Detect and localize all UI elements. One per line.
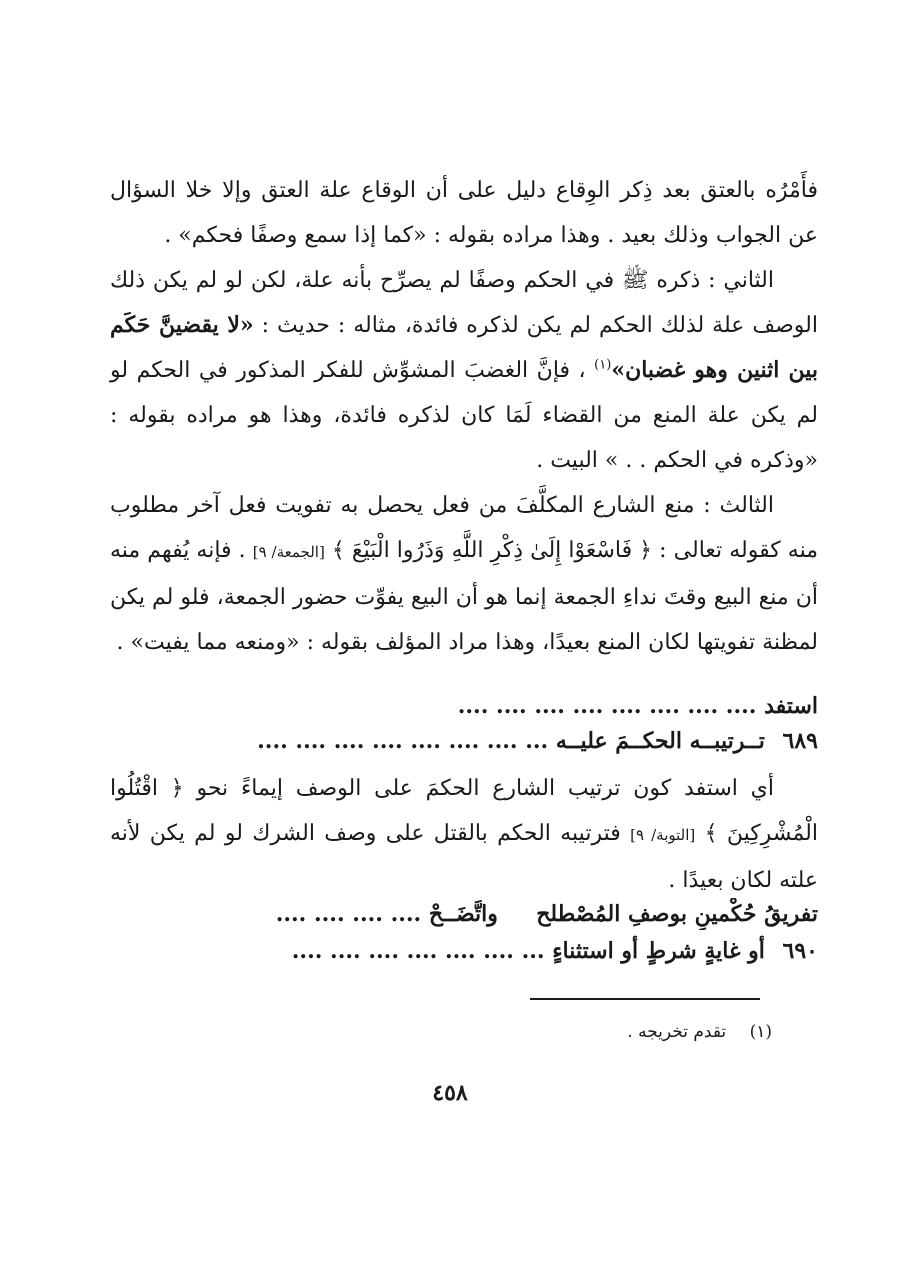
commentary-text-block bbox=[110, 766, 818, 903]
paragraph-3-rest: . فإنه يُفهم منه أن منع البيع وقتَ نداءِ الجمعة إنما هو أن البيع يفوِّت حضور الجمعة، فلو لم يكن لمظنة تفويتها لكان المنع بعيدًا، وهذا مراد المؤلف بقوله : «ومنعه مما يفيت» . bbox=[110, 538, 818, 655]
footnote bbox=[110, 1018, 772, 1046]
hadith-quote: «لا يقضينَّ حَكَم بين اثنين وهو غضبان» bbox=[110, 312, 819, 383]
paragraph-4-rest: فترتيبه الحكم بالقتل على وصف الشرك لو لم يكن لأنه علته لكان بعيدًا . bbox=[110, 821, 818, 893]
paragraph-4 bbox=[110, 766, 818, 903]
verse-1-dots: .... .... .... .... .... .... .... .... bbox=[457, 693, 757, 719]
footnote-marker[interactable]: (١) bbox=[594, 357, 612, 373]
verse-3-text-right: تفريقُ حُكْمينِ بوصفِ المُصْطلح bbox=[536, 901, 818, 927]
verse-number-689: ٦٨٩ bbox=[782, 728, 818, 754]
verse-4-dots: .... .... .... .... .... .... bbox=[291, 938, 514, 964]
verse-3-text-left: واتَّضَــحْ bbox=[428, 901, 498, 927]
paragraph-2-rest: ، فإنَّ الغضبَ المشوِّش للفكر المذكور في الحكم لو لم يكن علة المنع من القضاء لَمَا كان لذكره فائدة، وهذا هو مراده بقوله : «وذكره في الحكم . . » البيت . bbox=[110, 358, 818, 473]
verse-3-dots: .... .... .... .... bbox=[275, 901, 422, 927]
paragraph-1 bbox=[110, 168, 818, 258]
quran-reference-1: [الجمعة/ ٩] bbox=[252, 543, 325, 561]
paragraph-1-text: فأَمْرُه بالعتق بعد ذِكر الوِقاع دليل على أن الوقاع علة العتق وإلا خلا السؤال عن الجواب وذلك بعيد . وهذا مراده بقوله : «كما إذا سمع وصفًا فحكم» . bbox=[110, 178, 818, 248]
footnote-text: تقدم تخريجه . bbox=[627, 1022, 727, 1042]
paragraph-2 bbox=[110, 258, 818, 483]
quran-verse-1: ﴿ فَاسْعَوْا إِلَىٰ ذِكْرِ اللَّهِ وَذَرُوا الْبَيْعَ ﴾ bbox=[331, 538, 653, 563]
poem-verse-line-1 bbox=[110, 690, 818, 722]
verse-2-dots: .... .... .... .... .... .... .... bbox=[257, 728, 518, 754]
paragraph-2-intro: الثاني : ذكره ﷺ في الحكم وصفًا لم يصرِّح بأنه علة، لكن لو لم يكن ذلك الوصف علة لذلك الحكم لم يكن لذكره فائدة، مثاله : حديث : bbox=[110, 268, 818, 338]
verse-4-text: أو غايةٍ شرطٍ أو استثناءٍ ... bbox=[521, 938, 765, 964]
paragraph-4-intro: أي استفد كون ترتيب الشارع الحكمَ على الوصف إيماءً نحو bbox=[196, 776, 775, 801]
verse-2-text: تــرتيبــه الحكــمَ عليــه ... bbox=[525, 728, 765, 754]
footnote-number: (١) bbox=[749, 1022, 772, 1042]
page-number: ٤٥٨ bbox=[432, 1080, 468, 1106]
poem-verse-line-3 bbox=[110, 898, 818, 930]
paragraph-3 bbox=[110, 483, 818, 665]
footnote-separator bbox=[530, 998, 760, 1000]
verse-number-690: ٦٩٠ bbox=[782, 938, 818, 964]
paragraph-3-intro: الثالث : منع الشارع المكلَّفَ من فعل يحصل به تفويت فعل آخر مطلوب منه كقوله تعالى : bbox=[110, 493, 819, 563]
poem-verse-line-2 bbox=[110, 725, 818, 757]
main-text-block bbox=[110, 168, 818, 665]
verse-1-text: استفد bbox=[764, 693, 818, 719]
quran-reference-2: [التوبة/ ٩] bbox=[630, 826, 696, 844]
quran-verse-2: ﴿ اقْتُلُوا الْمُشْرِكِينَ ﴾ bbox=[110, 776, 818, 846]
poem-verse-line-4 bbox=[110, 935, 818, 967]
